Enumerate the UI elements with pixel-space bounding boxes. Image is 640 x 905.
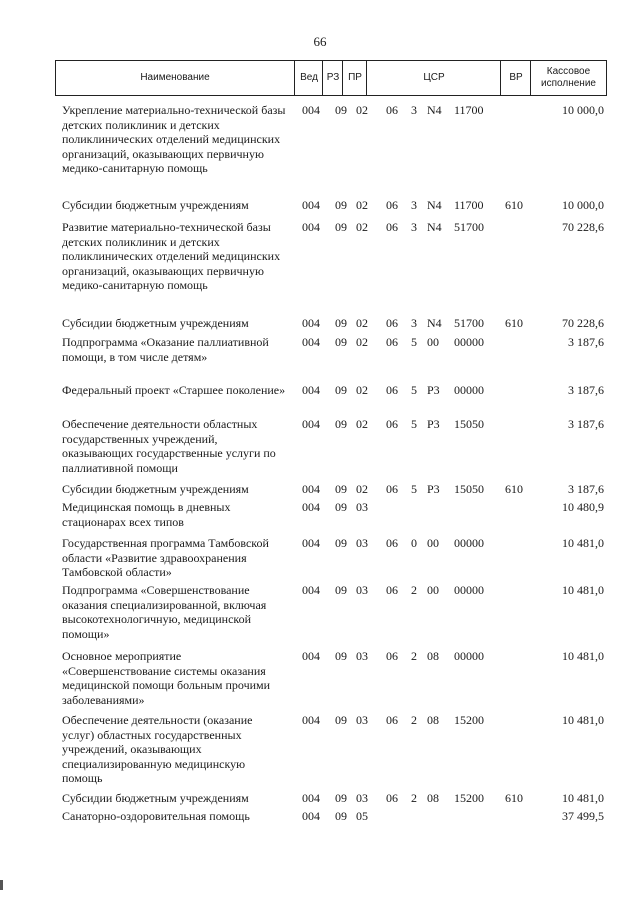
cell-ved: 004 (302, 649, 320, 663)
cell-c3: N4 (427, 220, 442, 234)
table-header (55, 60, 607, 96)
cell-c2: 5 (411, 335, 417, 349)
cell-pr: 02 (356, 220, 368, 234)
cell-amount: 37 499,5 (562, 809, 604, 823)
cell-name: Обеспечение деятельности (оказание услуг) областных государственных учреждений, оказывающих специализированную медицинскую помощь (62, 713, 253, 786)
cell-name: Медицинская помощь в дневных стационарах всех типов (62, 500, 231, 529)
cell-amount: 70 228,6 (562, 220, 604, 234)
cell-c2: 3 (411, 103, 417, 117)
cell-c3: N4 (427, 198, 442, 212)
cell-name: Субсидии бюджетным учреждениям (62, 482, 249, 496)
cell-name: Федеральный проект «Старшее поколение» (62, 383, 286, 397)
cell-vr: 610 (505, 791, 523, 805)
column-header-pr: ПР (342, 61, 367, 95)
cell-c1: 06 (386, 791, 398, 805)
cell-c4: 00000 (454, 335, 484, 349)
cell-pr: 03 (356, 583, 368, 597)
cell-ved: 004 (302, 220, 320, 234)
cell-c4: 11700 (454, 103, 484, 117)
cell-name: Подпрограмма «Совершенствование оказания специализированной, включая высокотехнологичную, медицинской помощи» (62, 583, 267, 641)
cell-pr: 03 (356, 791, 368, 805)
cell-c1: 06 (386, 383, 398, 397)
page-number: 66 (313, 34, 327, 49)
cell-vr: 610 (505, 198, 523, 212)
cell-name: Субсидии бюджетным учреждениям (62, 791, 249, 805)
cell-c3: 00 (427, 335, 439, 349)
column-header-csr: ЦСР (366, 61, 501, 95)
cell-rz: 09 (335, 536, 347, 550)
cell-ved: 004 (302, 809, 320, 823)
cell-pr: 02 (356, 335, 368, 349)
cell-c1: 06 (386, 536, 398, 550)
cell-pr: 05 (356, 809, 368, 823)
cell-rz: 09 (335, 335, 347, 349)
cell-c4: 15050 (454, 417, 484, 431)
cell-ved: 004 (302, 791, 320, 805)
cell-ved: 004 (302, 383, 320, 397)
cell-ved: 004 (302, 417, 320, 431)
cell-c4: 15200 (454, 791, 484, 805)
cell-rz: 09 (335, 809, 347, 823)
cell-c1: 06 (386, 583, 398, 597)
cell-c3: P3 (427, 482, 440, 496)
cell-c4: 00000 (454, 383, 484, 397)
column-header-vr: ВР (500, 61, 531, 95)
cell-amount: 10 481,0 (562, 583, 604, 597)
cell-c3: N4 (427, 316, 442, 330)
cell-vr: 610 (505, 482, 523, 496)
cell-amount: 10 481,0 (562, 536, 604, 550)
cell-pr: 02 (356, 417, 368, 431)
cell-amount: 3 187,6 (568, 482, 604, 496)
cell-ved: 004 (302, 713, 320, 727)
cell-rz: 09 (335, 649, 347, 663)
cell-c3: 00 (427, 583, 439, 597)
cell-pr: 02 (356, 383, 368, 397)
cell-pr: 02 (356, 316, 368, 330)
cell-c4: 00000 (454, 649, 484, 663)
cell-ved: 004 (302, 198, 320, 212)
cell-c1: 06 (386, 198, 398, 212)
column-header-ved: Вед (294, 61, 323, 95)
cell-c2: 0 (411, 536, 417, 550)
cell-c3: 08 (427, 791, 439, 805)
column-header-name: Наименование (140, 72, 210, 83)
cell-amount: 10 000,0 (562, 198, 604, 212)
cell-ved: 004 (302, 103, 320, 117)
cell-c2: 5 (411, 383, 417, 397)
cell-name: Подпрограмма «Оказание паллиативной помощи, в том числе детям» (62, 335, 269, 364)
cell-c4: 51700 (454, 316, 484, 330)
cell-c1: 06 (386, 713, 398, 727)
cell-name: Санаторно-оздоровительная помощь (62, 809, 250, 823)
cell-c2: 5 (411, 417, 417, 431)
cell-name: Субсидии бюджетным учреждениям (62, 316, 249, 330)
cell-c2: 3 (411, 220, 417, 234)
cell-c3: 08 (427, 649, 439, 663)
cell-c1: 06 (386, 417, 398, 431)
cell-amount: 10 481,0 (562, 713, 604, 727)
cell-name: Государственная программа Тамбовской области «Развитие здравоохранения Тамбовской области» (62, 536, 269, 580)
cell-amount: 10 480,9 (562, 500, 604, 514)
cell-c4: 00000 (454, 536, 484, 550)
cell-rz: 09 (335, 417, 347, 431)
cell-vr: 610 (505, 316, 523, 330)
cell-c1: 06 (386, 103, 398, 117)
cell-name: Укрепление материально-технической базы детских поликлиник и детских поликлинических отделений медицинских организаций, оказывающих первичную медико-санитарную помощь (62, 103, 286, 176)
cell-rz: 09 (335, 316, 347, 330)
cell-c2: 2 (411, 713, 417, 727)
cell-ved: 004 (302, 335, 320, 349)
cell-amount: 10 481,0 (562, 649, 604, 663)
cell-rz: 09 (335, 500, 347, 514)
column-header-amount: Кассовое исполнение (530, 61, 606, 95)
cell-ved: 004 (302, 316, 320, 330)
cell-pr: 03 (356, 713, 368, 727)
cell-amount: 10 000,0 (562, 103, 604, 117)
cell-rz: 09 (335, 103, 347, 117)
cell-pr: 03 (356, 500, 368, 514)
cell-c4: 00000 (454, 583, 484, 597)
cell-pr: 02 (356, 103, 368, 117)
cell-name: Основное мероприятие «Совершенствование системы оказания медицинской помощи больным прочими заболеваниями» (62, 649, 271, 707)
cell-c2: 2 (411, 649, 417, 663)
cell-c4: 15200 (454, 713, 484, 727)
cell-amount: 3 187,6 (568, 417, 604, 431)
cell-c3: 08 (427, 713, 439, 727)
cell-pr: 03 (356, 536, 368, 550)
cell-c1: 06 (386, 335, 398, 349)
cell-c2: 5 (411, 482, 417, 496)
cell-c1: 06 (386, 482, 398, 496)
cell-rz: 09 (335, 713, 347, 727)
cell-c1: 06 (386, 220, 398, 234)
cell-c2: 2 (411, 791, 417, 805)
cell-pr: 02 (356, 198, 368, 212)
cell-c2: 3 (411, 198, 417, 212)
cell-c3: P3 (427, 417, 440, 431)
cell-name: Развитие материально-технической базы детских поликлиник и детских поликлинических отделений медицинских организаций, оказывающих первичную медико-санитарную помощь (62, 220, 281, 293)
cell-pr: 03 (356, 649, 368, 663)
cell-c2: 2 (411, 583, 417, 597)
cell-c3: N4 (427, 103, 442, 117)
cell-c1: 06 (386, 316, 398, 330)
cell-amount: 3 187,6 (568, 383, 604, 397)
cell-c3: 00 (427, 536, 439, 550)
cell-name: Субсидии бюджетным учреждениям (62, 198, 249, 212)
cell-amount: 10 481,0 (562, 791, 604, 805)
column-header-rz: РЗ (322, 61, 343, 95)
cell-ved: 004 (302, 536, 320, 550)
scan-artifact (0, 880, 3, 890)
cell-rz: 09 (335, 220, 347, 234)
cell-ved: 004 (302, 482, 320, 496)
cell-amount: 3 187,6 (568, 335, 604, 349)
cell-name: Обеспечение деятельности областных государственных учреждений, оказывающих государственные услуги по паллиативной помощи (62, 417, 276, 475)
cell-c4: 51700 (454, 220, 484, 234)
cell-rz: 09 (335, 583, 347, 597)
cell-c4: 15050 (454, 482, 484, 496)
cell-pr: 02 (356, 482, 368, 496)
cell-rz: 09 (335, 383, 347, 397)
cell-c1: 06 (386, 649, 398, 663)
cell-ved: 004 (302, 500, 320, 514)
cell-ved: 004 (302, 583, 320, 597)
cell-amount: 70 228,6 (562, 316, 604, 330)
cell-c4: 11700 (454, 198, 484, 212)
cell-rz: 09 (335, 791, 347, 805)
cell-c2: 3 (411, 316, 417, 330)
cell-c3: P3 (427, 383, 440, 397)
cell-rz: 09 (335, 198, 347, 212)
cell-rz: 09 (335, 482, 347, 496)
